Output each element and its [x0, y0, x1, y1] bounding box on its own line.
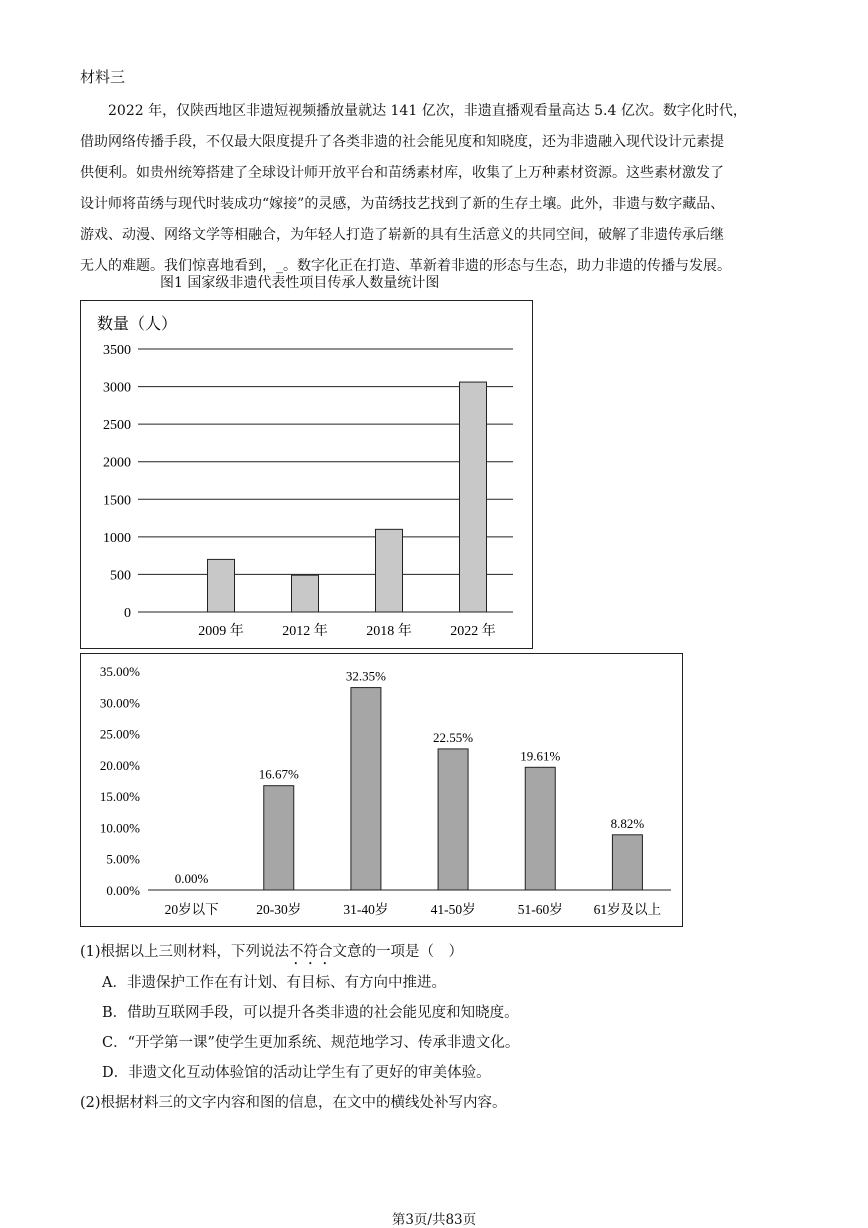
x-tick-label: 61岁及以上	[593, 902, 662, 917]
bar	[612, 835, 642, 890]
y-tick-label: 35.00%	[99, 664, 140, 679]
y-tick-label: 20.00%	[99, 757, 140, 773]
material-paragraph	[80, 96, 792, 282]
x-tick-label: 51-60岁	[517, 902, 563, 917]
data-label: 16.67%	[258, 766, 299, 782]
age-distribution-chart	[80, 653, 683, 927]
y-tick-label: 25.00%	[99, 726, 140, 742]
age-distribution-chart-svg	[81, 654, 682, 926]
option-a[interactable]: A．非遗保护工作在有计划、有目标、有方向中推进。	[102, 975, 446, 991]
figure-caption: 图1 国家级非遗代表性项目传承人数量统计图	[160, 275, 440, 291]
x-tick-label: 41-50岁	[430, 902, 476, 917]
y-tick-label: 10.00%	[99, 820, 140, 836]
material-title: 材料三	[80, 68, 126, 86]
y-tick-label: 3500	[103, 343, 131, 358]
y-tick-label: 0	[124, 606, 131, 621]
y-tick-label: 5.00%	[106, 851, 140, 867]
bar	[438, 749, 468, 890]
bar	[351, 688, 381, 890]
paragraph-line: 无人的难题。我们惊喜地看到，_。数字化正在打造、革新着非遗的形态与生态，助力非遗的传播与发展。	[80, 258, 731, 274]
page-footer: 第3页/共83页	[391, 1212, 477, 1228]
data-label: 32.35%	[345, 668, 386, 684]
bar	[460, 382, 487, 612]
bar	[292, 575, 319, 612]
y-tick-label: 15.00%	[99, 789, 140, 805]
data-label: 8.82%	[610, 815, 645, 831]
question-1	[80, 940, 463, 968]
x-tick-label: 20岁以下	[164, 902, 219, 917]
inheritor-count-chart	[80, 300, 533, 649]
paragraph-line: 供便利。如贵州统筹搭建了全球设计师开放平台和苗绣素材库，收集了上万种素材资源。这些素材激发了	[80, 165, 724, 181]
data-label: 19.61%	[520, 748, 561, 764]
x-tick-label: 2022 年	[450, 624, 496, 639]
y-tick-label: 500	[110, 568, 131, 584]
x-tick-label: 20-30岁	[256, 902, 302, 917]
paragraph-line: 设计师将苗绣与现代时装成功“嫁接”的灵感，为苗绣技艺找到了新的生存土壤。此外，非遗与数字藏品、	[80, 196, 725, 212]
data-label: 22.55%	[433, 729, 474, 745]
question-2: (2)根据材料三的文字内容和图的信息，在文中的横线处补写内容。	[80, 1095, 507, 1111]
option-b[interactable]: B．借助互联网手段，可以提升各类非遗的社会能见度和知晓度。	[102, 1005, 519, 1021]
y-tick-label: 0.00%	[106, 883, 140, 898]
question-1-emphasis: 不符合	[289, 944, 333, 960]
question-1-prefix: (1)根据以上三则材料，下列说法	[80, 944, 290, 960]
y-tick-label: 30.00%	[99, 695, 140, 711]
y-tick-label: 3000	[103, 380, 131, 396]
paragraph-line: 2022 年，仅陕西地区非遗短视频播放量就达 141 亿次，非遗直播观看量高达 5.4 亿次。数字化时代，	[108, 103, 747, 119]
x-tick-label: 2009 年	[198, 624, 244, 639]
paragraph-line: 借助网络传播手段，不仅最大限度提升了各类非遗的社会能见度和知晓度，还为非遗融入现代设计元素提	[80, 134, 724, 150]
y-tick-label: 1000	[103, 530, 131, 546]
y-tick-label: 2500	[103, 418, 131, 434]
x-tick-label: 2012 年	[282, 624, 328, 639]
y-tick-label: 1500	[103, 493, 131, 509]
y-axis-label: 数量（人）	[97, 316, 178, 333]
bar	[264, 786, 294, 890]
question-1-suffix: 文意的一项是（ ）	[332, 944, 464, 960]
inheritor-count-chart-svg	[81, 301, 532, 648]
x-tick-label: 31-40岁	[343, 902, 389, 917]
paragraph-line: 游戏、动漫、网络文学等相融合，为年轻人打造了崭新的具有生活意义的共同空间，破解了非遗传承后继	[80, 227, 724, 243]
bar	[208, 559, 235, 612]
bar	[525, 767, 555, 890]
data-label: 0.00%	[174, 871, 209, 886]
x-tick-label: 2018 年	[366, 624, 412, 639]
y-tick-label: 2000	[103, 455, 131, 471]
bar	[376, 529, 403, 612]
option-d[interactable]: D．非遗文化互动体验馆的活动让学生有了更好的审美体验。	[102, 1065, 491, 1081]
option-c[interactable]: C．“开学第一课”使学生更加系统、规范地学习、传承非遗文化。	[102, 1035, 520, 1051]
